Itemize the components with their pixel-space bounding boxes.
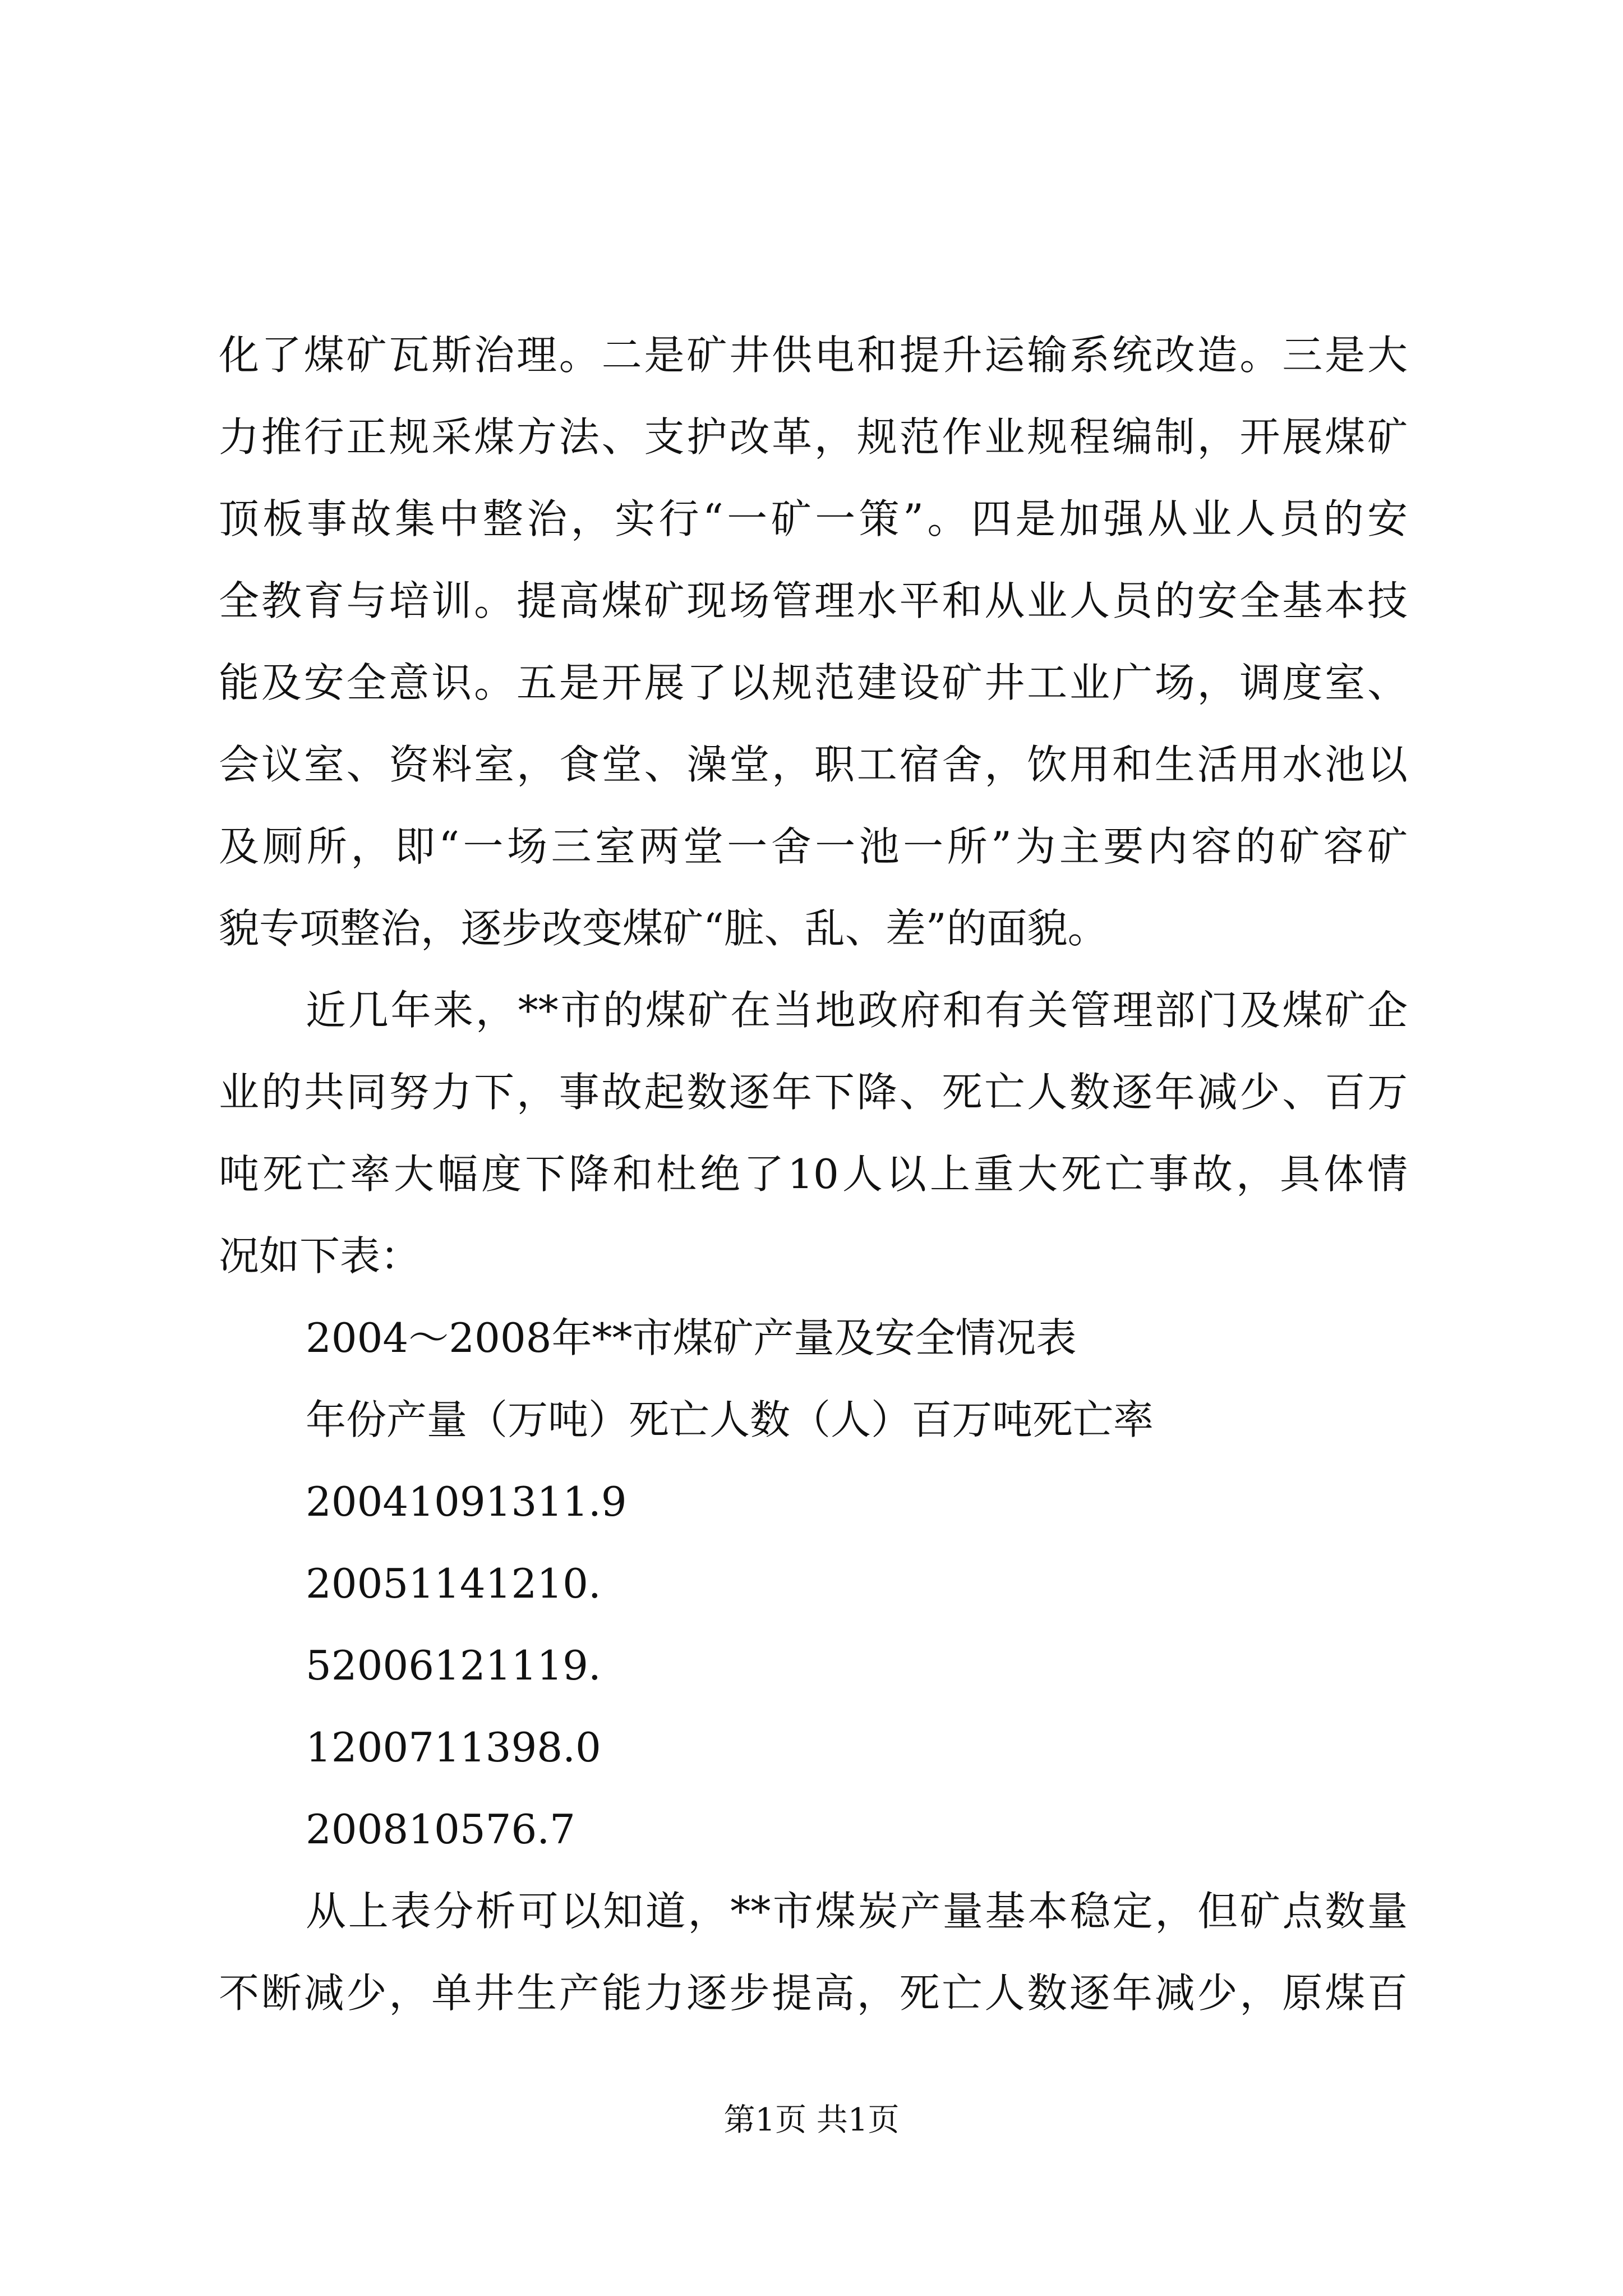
paragraph-line: 全教育与培训。提高煤矿现场管理水平和从业人员的安全基本技	[219, 577, 1408, 624]
table-header-line: 年份产量（万吨）死亡人数（人）百万吨死亡率	[306, 1396, 1154, 1443]
paragraph-line: 会议室、资料室，食堂、澡堂，职工宿舍，饮用和生活用水池以	[219, 741, 1408, 788]
table-row-line: 20041091311.9	[306, 1478, 627, 1525]
page-footer: 第1页 共1页	[723, 2102, 900, 2138]
paragraph-line: 貌专项整治，逐步改变煤矿“脏、乱、差”的面貌。	[219, 905, 1108, 952]
paragraph-line: 化了煤矿瓦斯治理。二是矿井供电和提升运输系统改造。三是大	[219, 332, 1408, 379]
body-text	[219, 314, 1408, 2034]
paragraph-line: 吨死亡率大幅度下降和杜绝了10人以上重大死亡事故，具体情	[219, 1151, 1408, 1198]
paragraph-line: 不断减少，单井生产能力逐步提高，死亡人数逐年减少，原煤百	[219, 1970, 1408, 2017]
paragraph-line: 顶板事故集中整治，实行“一矿一策”。四是加强从业人员的安	[219, 495, 1408, 542]
paragraph-line: 况如下表：	[219, 1232, 421, 1280]
paragraph-line: 及厕所，即“一场三室两堂一舍一池一所”为主要内容的矿容矿	[219, 823, 1408, 870]
paragraph-line: 能及安全意识。五是开展了以规范建设矿井工业广场，调度室、	[219, 659, 1408, 706]
table-title: 2004～2008年**市煤矿产量及安全情况表	[306, 1314, 1077, 1361]
paragraph-line: 近几年来，**市的煤矿在当地政府和有关管理部门及煤矿企	[306, 987, 1408, 1034]
table-row-line: 1200711398.0	[306, 1724, 601, 1771]
table-row-line: 52006121119.	[306, 1642, 601, 1689]
table-row-line: 200810576.7	[306, 1806, 575, 1853]
paragraph-line: 力推行正规采煤方法、支护改革，规范作业规程编制，开展煤矿	[219, 413, 1408, 461]
table-row-line: 20051141210.	[306, 1560, 601, 1607]
paragraph-line: 业的共同努力下，事故起数逐年下降、死亡人数逐年减少、百万	[219, 1069, 1408, 1116]
paragraph-line: 从上表分析可以知道，**市煤炭产量基本稳定，但矿点数量	[306, 1888, 1408, 1935]
